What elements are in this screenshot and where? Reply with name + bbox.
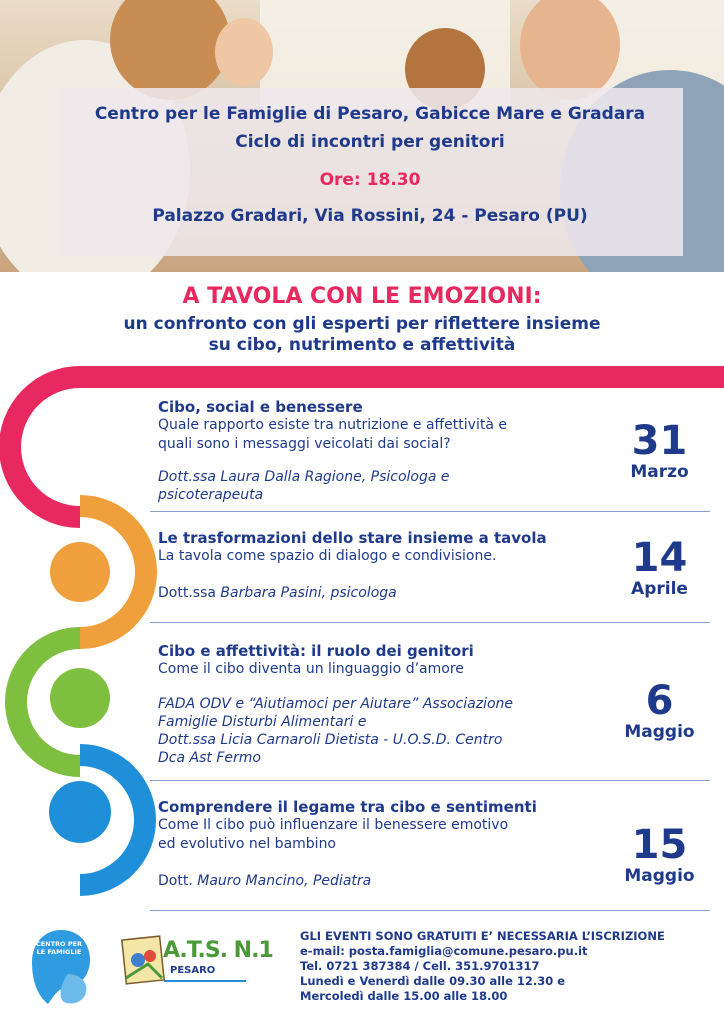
event-title: Comprendere il legame tra cibo e sentimenti [158,798,537,816]
event-title: Cibo e affettività: il ruolo dei genitori [158,642,474,660]
event-4-date [612,824,707,886]
event-1 [158,398,608,504]
pink-arc [10,377,80,517]
series-line: Ciclo di incontri per genitori [235,132,505,152]
event-3 [158,642,610,767]
subtitle-line-1: un confronto con gli esperti per riflettere insieme [123,314,601,334]
event-speaker [158,872,608,891]
time-line: Ore: 18.30 [319,170,421,190]
event-title: Le trasformazioni dello stare insieme a tavola [158,529,547,547]
event-description: quali sono i messaggi veicolati dai social? [158,436,451,452]
pink-bar [80,366,724,388]
ats-logo-text: A.T.S. N.1 [163,938,273,963]
event-4 [158,798,608,891]
ats-logo-sub: PESARO [170,965,216,976]
free-events-notice: GLI EVENTI SONO GRATUITI E’ NECESSARIA L’ISCRIZIONE [300,929,665,943]
speaker-prefix: Dott. [158,873,193,889]
date-month: Aprile [631,579,688,599]
date-month: Maggio [624,722,695,742]
centro-famiglie-logo [28,926,94,1008]
venue-line: Palazzo Gradari, Via Rossini, 24 - Pesaro (PU) [152,206,588,226]
divider [150,910,710,911]
event-description: Come il cibo diventa un linguaggio d’amore [158,661,464,677]
date-month: Maggio [624,866,695,886]
divider [150,511,710,512]
contact-info [300,929,720,1004]
event-description: Come Il cibo può influenzare il benessere emotivo [158,817,509,833]
green-dot [50,668,110,728]
event-title: Cibo, social e benessere [158,398,363,416]
event-speaker: psicoterapeuta [158,487,264,503]
blue-dot [49,781,111,843]
event-description: La tavola come spazio di dialogo e condivisione. [158,548,497,564]
organizer-line: Centro per le Famiglie di Pesaro, Gabicce Mare e Gradara [94,104,646,124]
date-day: 15 [631,822,688,868]
date-day: 14 [631,535,688,581]
email-line[interactable]: e-mail: posta.famiglia@comune.pesaro.pu.it [300,944,588,958]
speaker-name: Barbara Pasini, psicologa [220,585,397,601]
event-speaker: FADA ODV e “Aiutiamoci per Aiutare” Associazione [158,696,514,712]
date-day: 31 [631,418,688,464]
event-description: Quale rapporto esiste tra nutrizione e affettività e [158,417,507,433]
date-day: 6 [645,678,674,724]
subtitle-line-2: su cibo, nutrimento e affettività [208,335,516,355]
event-speaker: Famiglie Disturbi Alimentari e [158,714,367,730]
main-title: A TAVOLA CON LE EMOZIONI: [182,284,542,309]
event-description: ed evolutivo nel bambino [158,836,337,852]
event-2 [158,529,608,603]
event-info-box [57,88,683,256]
event-speaker: Dott.ssa Licia Carnaroli Dietista - U.O.S.D. Centro [158,732,503,748]
event-speaker: Dca Ast Fermo [158,750,261,766]
child-face [215,18,273,86]
phone-line[interactable]: Tel. 0721 387384 / Cell. 351.9701317 [300,959,540,973]
event-speaker [158,584,608,603]
date-month: Marzo [630,462,689,482]
event-3-date [612,680,707,742]
event-1-date [612,420,707,482]
hours-line-2: Mercoledì dalle 15.00 alle 18.00 [300,989,508,1003]
divider [150,622,710,623]
event-speaker: Dott.ssa Laura Dalla Ragione, Psicologa e [158,469,450,485]
divider [150,780,710,781]
event-2-date [612,537,707,599]
centro-logo-text: CENTRO PER LE FAMIGLIE [35,940,83,956]
orange-dot [50,542,110,602]
speaker-name: Mauro Mancino, Pediatra [197,873,372,889]
hours-line-1: Lunedì e Venerdì dalle 09.30 alle 12.30 e [300,974,566,988]
speaker-prefix: Dott.ssa [158,585,216,601]
hero-photo [0,0,724,272]
